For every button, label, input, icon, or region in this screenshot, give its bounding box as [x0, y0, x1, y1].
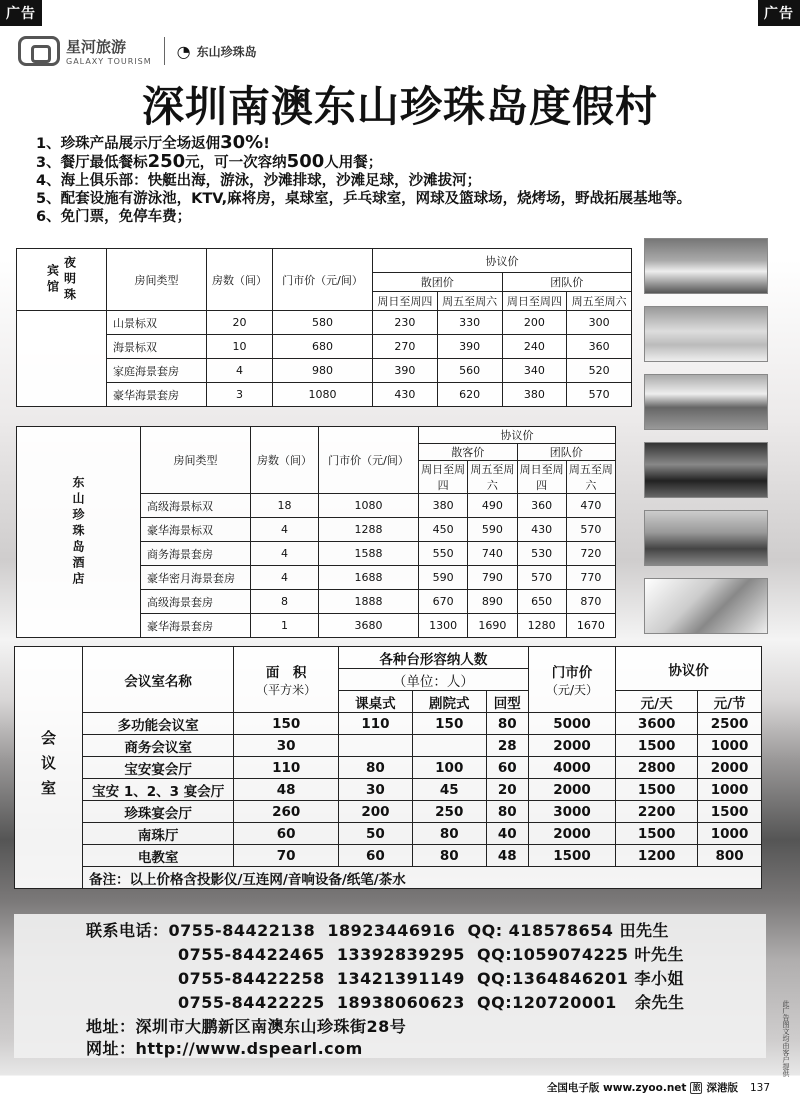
table-cell: 1000	[698, 823, 762, 845]
logo-divider	[164, 37, 165, 65]
table-cell: 1000	[698, 779, 762, 801]
meeting-side-label: 会议室	[15, 647, 83, 889]
col-rack-rate: 门市价（元/间）	[319, 427, 419, 494]
table-cell: 1670	[566, 614, 615, 638]
col-capacity: 各种台形容纳人数	[339, 647, 529, 669]
pearl-product-photo	[644, 578, 768, 634]
table-cell: 110	[339, 713, 413, 735]
table-cell: 80	[486, 801, 528, 823]
text-segment: 0755-84422258	[178, 969, 325, 988]
table-cell: 3000	[528, 801, 615, 823]
table-cell: 1688	[319, 566, 419, 590]
text-segment: 13392839295	[336, 945, 465, 964]
table-cell: 60	[234, 823, 339, 845]
table-cell: 多功能会议室	[83, 713, 234, 735]
text-segment: 余先生	[635, 993, 685, 1012]
table-cell: 1500	[616, 823, 698, 845]
table-cell: 3680	[319, 614, 419, 638]
table-cell: 980	[273, 359, 373, 383]
table-cell: 770	[566, 566, 615, 590]
table-cell: 580	[273, 311, 373, 335]
text-segment: 30%	[220, 132, 264, 153]
table-cell: 270	[373, 335, 438, 359]
table-cell: 80	[339, 757, 413, 779]
col-room-name: 会议室名称	[83, 647, 234, 713]
text-segment: 田先生	[619, 921, 669, 940]
table-cell: 20	[207, 311, 273, 335]
table-cell: 1	[251, 614, 319, 638]
col-negotiated: 协议价	[419, 427, 616, 444]
table-cell: 30	[234, 735, 339, 757]
ad-label-left: 广告	[0, 0, 42, 26]
table-cell: 海景标双	[107, 335, 207, 359]
feature-6: 6、免门票，免停车费；	[36, 209, 192, 225]
table-cell: 1280	[517, 614, 566, 638]
col-weekend: 周五至周六	[567, 292, 632, 311]
table-cell: 4	[251, 566, 319, 590]
text-segment: 李小姐	[634, 969, 685, 988]
table-cell: 100	[412, 757, 486, 779]
table-cell: 1500	[616, 735, 698, 757]
table-cell: 3600	[616, 713, 698, 735]
table-cell: 5000	[528, 713, 615, 735]
website-link[interactable]: http://www.dspearl.com	[135, 1039, 363, 1058]
col-per-day: 元/天	[616, 691, 698, 713]
table-cell: 1588	[319, 542, 419, 566]
text-segment: 叶先生	[634, 945, 685, 964]
table-cell: 4	[251, 518, 319, 542]
contact-line-2	[178, 942, 684, 965]
table-cell: 电教室	[83, 845, 234, 867]
brand-en: GALAXY TOURISM	[66, 57, 152, 66]
table-cell: 380	[419, 494, 468, 518]
text-segment: 1、珍珠产品展示厅全场返佣	[36, 136, 221, 152]
text-segment: QQ: 418578654	[467, 921, 614, 940]
col-rack-rate	[528, 647, 615, 713]
text-segment: （元/天）	[545, 683, 598, 697]
pearl-logo-icon: ◔	[176, 41, 191, 61]
table-cell: 2000	[528, 735, 615, 757]
table-cell: 800	[698, 845, 762, 867]
table-cell: 2500	[698, 713, 762, 735]
feature-4: 4、海上俱乐部：快艇出海，游泳，沙滩排球，沙滩足球，沙滩拔河；	[36, 173, 482, 189]
table-cell: 550	[419, 542, 468, 566]
table-cell: 28	[486, 735, 528, 757]
text-segment: 3、餐厅最低餐标	[36, 155, 148, 171]
table-cell: 2000	[528, 779, 615, 801]
table-cell: 670	[419, 590, 468, 614]
page-number: 137	[749, 1081, 770, 1094]
col-weekday: 周日至周四	[517, 461, 566, 494]
ad-label-right: 广告	[758, 0, 800, 26]
table-cell: 50	[339, 823, 413, 845]
text-segment: 元，可一次容纳	[185, 155, 287, 171]
table-cell	[17, 311, 107, 407]
table-row	[17, 383, 632, 407]
table-cell: 高级海景标双	[141, 494, 251, 518]
table-cell: 230	[373, 311, 438, 335]
table-cell: 宝安宴会厅	[83, 757, 234, 779]
col-area	[234, 647, 339, 713]
col-classroom: 课桌式	[339, 691, 413, 713]
table-cell: 40	[486, 823, 528, 845]
table-row	[15, 757, 762, 779]
table-row	[15, 779, 762, 801]
table-cell	[412, 735, 486, 757]
table-cell: 300	[567, 311, 632, 335]
table-cell: 560	[437, 359, 502, 383]
table-cell: 340	[502, 359, 567, 383]
table-cell: 680	[273, 335, 373, 359]
feature-3	[36, 153, 691, 172]
text-segment: 网址：	[86, 1039, 136, 1058]
col-u-shape: 回型	[486, 691, 528, 713]
text-segment: 面 积	[265, 665, 307, 681]
col-weekday: 周日至周四	[373, 292, 438, 311]
table-cell: 8	[251, 590, 319, 614]
table-cell: 590	[419, 566, 468, 590]
footer-badge-icon: 旅	[692, 1082, 701, 1092]
table-cell: 2000	[698, 757, 762, 779]
feature-5: 5、配套设施有游泳池，KTV,麻将房，桌球室，乒乓球室，网球及篮球场，烧烤场，野战拓展基地等。	[36, 191, 692, 207]
restaurant-photo	[644, 306, 768, 362]
table-cell: 80	[412, 845, 486, 867]
table-cell: 80	[412, 823, 486, 845]
table-cell: 260	[234, 801, 339, 823]
table-cell: 200	[339, 801, 413, 823]
table-cell: 1500	[528, 845, 615, 867]
table-cell: 430	[373, 383, 438, 407]
table-cell: 1300	[419, 614, 468, 638]
table-cell: 豪华海景套房	[141, 614, 251, 638]
table-row	[17, 359, 632, 383]
table-cell: 110	[234, 757, 339, 779]
text-segment: 500	[286, 151, 325, 172]
contact-line-4	[178, 990, 685, 1013]
address-line	[86, 1014, 406, 1037]
col-negotiated: 协议价	[373, 249, 632, 273]
table-cell	[339, 735, 413, 757]
table-cell: 620	[437, 383, 502, 407]
text-segment: 13421391149	[336, 969, 465, 988]
hotel2-price-table	[16, 426, 616, 638]
col-group-2: 团队价	[517, 444, 616, 461]
table-row	[17, 335, 632, 359]
text-segment: 地址：	[86, 1017, 136, 1036]
table-cell: 360	[517, 494, 566, 518]
table-cell: 890	[468, 590, 517, 614]
col-group-1: 散团价	[373, 273, 503, 292]
table-cell: 250	[412, 801, 486, 823]
table-cell: 470	[566, 494, 615, 518]
col-rack-rate: 门市价（元/间）	[273, 249, 373, 311]
table-cell: 18	[251, 494, 319, 518]
table-cell: 2200	[616, 801, 698, 823]
table-cell: 豪华海景标双	[141, 518, 251, 542]
text-segment: 18938060623	[336, 993, 465, 1012]
footer-edition: 深港版	[706, 1082, 738, 1094]
table-row	[15, 823, 762, 845]
col-room-count: 房数（间）	[251, 427, 319, 494]
table-row	[15, 735, 762, 757]
table-cell: 570	[567, 383, 632, 407]
table-cell: 790	[468, 566, 517, 590]
table-cell: 20	[486, 779, 528, 801]
table-cell: 南珠厅	[83, 823, 234, 845]
table-cell: 1200	[616, 845, 698, 867]
footer-site[interactable]: 全国电子版 www.zyoo.net	[546, 1082, 687, 1094]
page-title: 深圳南澳东山珍珠岛度假村	[141, 82, 658, 131]
table-cell: 豪华海景套房	[107, 383, 207, 407]
table-cell: 70	[234, 845, 339, 867]
table-cell: 10	[207, 335, 273, 359]
partner-name: 东山珍珠岛	[196, 44, 257, 59]
text-segment	[66, 36, 152, 66]
table-cell: 1000	[698, 735, 762, 757]
table-cell: 1500	[698, 801, 762, 823]
meeting-note: 备注：以上价格含投影仪/互连网/音响设备/纸笔/茶水	[83, 867, 762, 889]
footer	[547, 1080, 770, 1095]
table-cell: 1500	[616, 779, 698, 801]
side-note: 此广告图文均由客户提供	[782, 1000, 790, 1077]
hotel1-side-label: 夜明珠宾馆	[17, 249, 107, 311]
col-weekend: 周五至周六	[468, 461, 517, 494]
col-weekday: 周日至周四	[502, 292, 567, 311]
table-cell: 商务海景套房	[141, 542, 251, 566]
table-cell: 390	[373, 359, 438, 383]
table-cell: 80	[486, 713, 528, 735]
table-cell: 1888	[319, 590, 419, 614]
table-cell: 330	[437, 311, 502, 335]
text-segment: QQ:1364846201	[476, 969, 629, 988]
table-cell: 48	[486, 845, 528, 867]
text-segment: 人用餐；	[324, 155, 383, 171]
brand-cn: 星河旅游	[66, 38, 127, 56]
table-cell: 商务会议室	[83, 735, 234, 757]
table-cell: 珍珠宴会厅	[83, 801, 234, 823]
text-segment: QQ:120720001	[476, 993, 617, 1012]
text-segment: 0755-84422138	[168, 921, 316, 940]
col-per-session: 元/节	[698, 691, 762, 713]
table-cell: 2000	[528, 823, 615, 845]
table-cell: 山景标双	[107, 311, 207, 335]
table-cell: 150	[412, 713, 486, 735]
table-cell: 360	[567, 335, 632, 359]
table-cell: 520	[567, 359, 632, 383]
table-cell: 60	[486, 757, 528, 779]
contact-block	[14, 914, 766, 1058]
billiards-photo	[644, 442, 768, 498]
hotel2-side-label: 东山珍珠岛酒店	[17, 427, 141, 638]
table-cell: 430	[517, 518, 566, 542]
table-cell: 豪华密月海景套房	[141, 566, 251, 590]
contact-line-1	[86, 918, 669, 941]
table-cell: 2800	[616, 757, 698, 779]
text-segment: 深圳市大鹏新区南澳东山珍珠街28号	[135, 1017, 407, 1036]
table-cell: 48	[234, 779, 339, 801]
website-line	[86, 1036, 363, 1059]
table-cell: 60	[339, 845, 413, 867]
col-weekday: 周日至周四	[419, 461, 468, 494]
feature-1	[36, 134, 691, 153]
logo	[18, 36, 257, 66]
col-group-1: 散客价	[419, 444, 518, 461]
galaxy-logo-icon	[18, 36, 60, 66]
table-cell: 870	[566, 590, 615, 614]
table-cell: 1288	[319, 518, 419, 542]
table-cell: 1080	[319, 494, 419, 518]
col-room-count: 房数（间）	[207, 249, 273, 311]
table-cell: 590	[468, 518, 517, 542]
table-cell: 4000	[528, 757, 615, 779]
table-cell: 200	[502, 311, 567, 335]
col-group-2: 团队价	[502, 273, 632, 292]
col-capacity-unit: （单位：人）	[339, 669, 529, 691]
table-cell: 家庭海景套房	[107, 359, 207, 383]
table-cell: 570	[566, 518, 615, 542]
table-cell: 宝安 1、2、3 宴会厅	[83, 779, 234, 801]
table-cell: 4	[207, 359, 273, 383]
table-cell: 530	[517, 542, 566, 566]
table-cell: 650	[517, 590, 566, 614]
table-cell: 45	[412, 779, 486, 801]
table-cell: 720	[566, 542, 615, 566]
table-cell: 490	[468, 494, 517, 518]
table-cell: 1080	[273, 383, 373, 407]
table-cell: 390	[437, 335, 502, 359]
text-segment: 250	[147, 151, 186, 172]
col-theater: 剧院式	[412, 691, 486, 713]
table-cell: 高级海景套房	[141, 590, 251, 614]
text-segment: 18923446916	[327, 921, 456, 940]
table-row	[15, 845, 762, 867]
text-segment: 门市价	[551, 665, 593, 681]
table-cell: 30	[339, 779, 413, 801]
col-weekend: 周五至周六	[437, 292, 502, 311]
feature-list	[36, 134, 691, 226]
hotel1-price-table	[16, 248, 632, 407]
text-segment: 0755-84422225	[178, 993, 325, 1012]
col-weekend: 周五至周六	[566, 461, 615, 494]
col-room-type: 房间类型	[141, 427, 251, 494]
table-cell: 450	[419, 518, 468, 542]
text-segment: 0755-84422465	[178, 945, 325, 964]
col-room-type: 房间类型	[107, 249, 207, 311]
table-row	[15, 713, 762, 735]
table-cell: 240	[502, 335, 567, 359]
text-segment: （平方米）	[256, 683, 317, 697]
table-row	[17, 311, 632, 335]
table-cell: 740	[468, 542, 517, 566]
text-segment: 联系电话：	[86, 921, 169, 940]
hotel-room-photo	[644, 238, 768, 294]
table-cell: 4	[251, 542, 319, 566]
meeting-room-table	[14, 646, 762, 889]
text-segment: QQ:1059074225	[476, 945, 629, 964]
table-cell: 380	[502, 383, 567, 407]
contact-line-3	[178, 966, 684, 989]
table-cell: 570	[517, 566, 566, 590]
col-negotiated: 协议价	[616, 647, 762, 691]
table-cell: 3	[207, 383, 273, 407]
beach-kayak-photo	[644, 374, 768, 430]
table-cell: 150	[234, 713, 339, 735]
building-photo	[644, 510, 768, 566]
text-segment: !	[263, 136, 270, 152]
table-cell: 1690	[468, 614, 517, 638]
table-row	[15, 801, 762, 823]
